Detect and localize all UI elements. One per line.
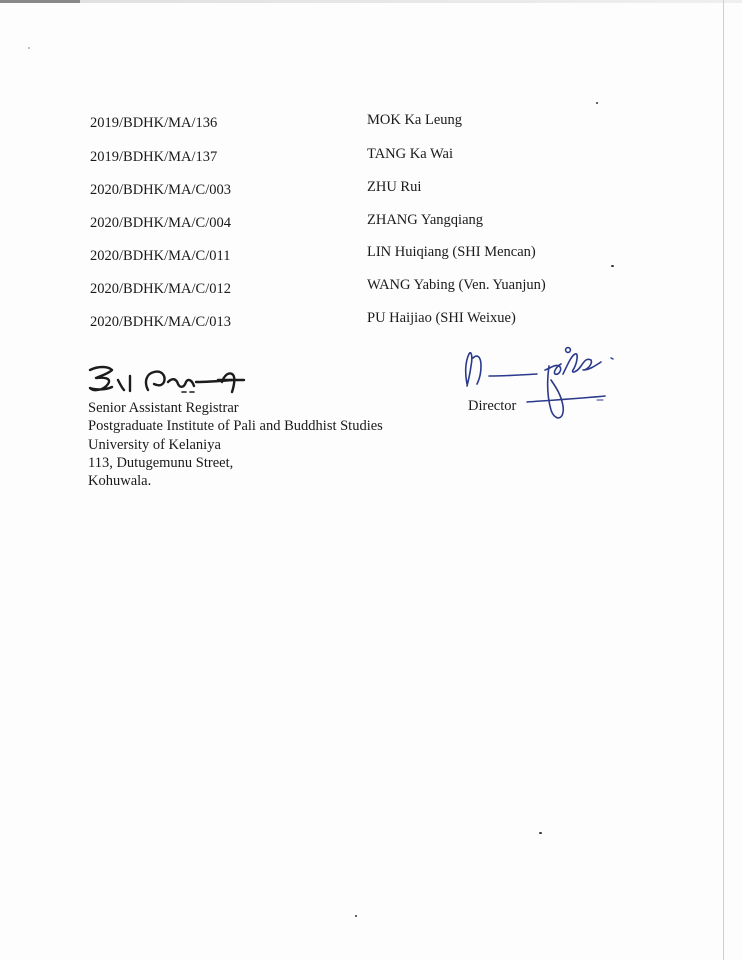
student-name: TANG Ka Wai bbox=[367, 146, 453, 162]
registration-number: 2020/BDHK/MA/C/012 bbox=[90, 281, 231, 297]
registrar-address-block bbox=[88, 399, 383, 490]
scan-speck bbox=[539, 832, 542, 834]
registration-number: 2020/BDHK/MA/C/004 bbox=[90, 215, 231, 231]
street-address: 113, Dutugemunu Street, bbox=[88, 454, 234, 471]
city-name: Kohuwala. bbox=[88, 473, 152, 490]
registrar-signature bbox=[86, 360, 266, 400]
student-name: ZHANG Yangqiang bbox=[367, 212, 483, 228]
institute-name: Postgraduate Institute of Pali and Buddhist Studies bbox=[88, 418, 383, 435]
student-name: WANG Yabing (Ven. Yuanjun) bbox=[367, 277, 546, 293]
scan-speck bbox=[355, 915, 357, 917]
registration-number: 2020/BDHK/MA/C/003 bbox=[90, 182, 231, 198]
registration-number: 2019/BDHK/MA/136 bbox=[90, 115, 218, 131]
scan-speck bbox=[596, 102, 598, 104]
registration-number: 2019/BDHK/MA/137 bbox=[90, 149, 218, 165]
scan-right-edge bbox=[723, 0, 724, 960]
student-name: LIN Huiqiang (SHI Mencan) bbox=[367, 244, 536, 260]
signatory-title: Senior Assistant Registrar bbox=[88, 400, 239, 416]
student-name: ZHU Rui bbox=[367, 179, 422, 195]
registration-number: 2020/BDHK/MA/C/013 bbox=[90, 314, 231, 330]
registration-number: 2020/BDHK/MA/C/011 bbox=[90, 248, 231, 264]
director-title: Director bbox=[468, 398, 517, 414]
university-name: University of Kelaniya bbox=[88, 436, 221, 453]
scan-speck bbox=[28, 47, 30, 49]
scan-top-edge bbox=[0, 0, 742, 3]
student-name: MOK Ka Leung bbox=[367, 112, 463, 128]
student-name: PU Haijiao (SHI Weixue) bbox=[367, 310, 516, 326]
scan-speck bbox=[611, 265, 614, 267]
